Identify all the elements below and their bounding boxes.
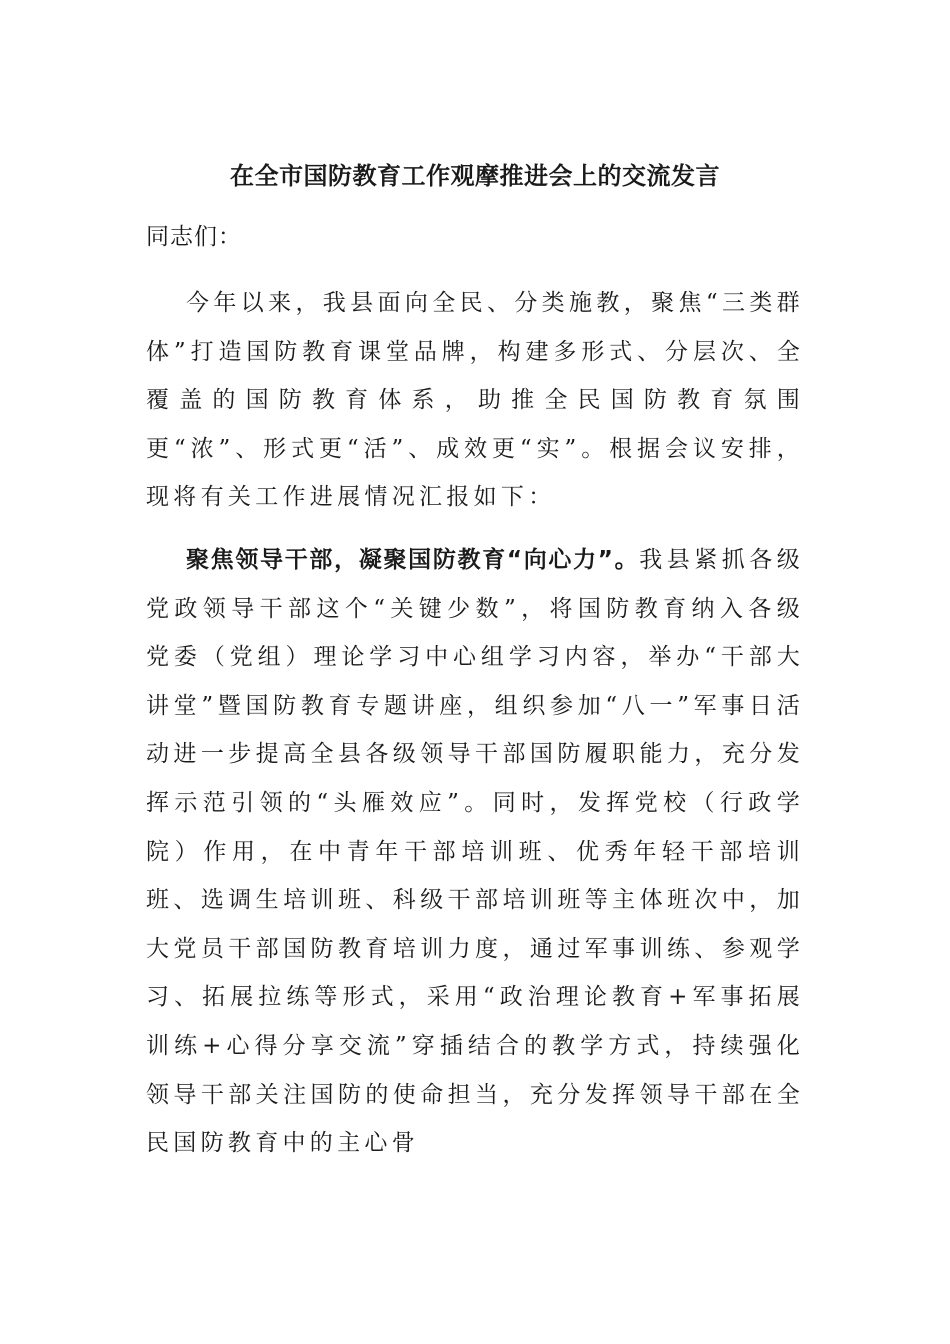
paragraph-leaders	[146, 536, 804, 1168]
document-title: 在全市国防教育工作观摩推进会上的交流发言	[230, 162, 720, 190]
salutation: 同志们：	[146, 224, 242, 250]
paragraph-intro	[146, 279, 804, 522]
paragraph-leaders-text: 我县紧抓各级党政领导干部这个“关键少数”，将国防教育纳入各级党委（党组）理论学习中心组学习内容，举办“干部大讲堂”暨国防教育专题讲座，组织参加“八一”军事日活动进一步提高全县各级领导干部国防履职能力，充分发挥示范引领的“头雁效应”。同时，发挥党校（行政学院）作用，在中青年干部培训班、优秀年轻干部培训班、选调生培训班、科级干部培训班等主体班次中，加大党员干部国防教育培训力度，通过军事训练、参观学习、拓展拉练等形式，采用“政治理论教育+军事拓展训练+心得分享交流”穿插结合的教学方式，持续强化领导干部关注国防的使命担当，充分发挥领导干部在全民国防教育中的主心骨	[146, 547, 804, 1157]
paragraph-intro-text: 今年以来，我县面向全民、分类施教，聚焦“三类群体”打造国防教育课堂品牌，构建多形式、分层次、全覆盖的国防教育体系，助推全民国防教育氛围更“浓”、形式更“活”、成效更“实”。根据会议安排，现将有关工作进展情况汇报如下：	[146, 290, 804, 511]
paragraph-leaders-heading: 聚焦领导干部，凝聚国防教育“向心力”。	[186, 547, 640, 573]
